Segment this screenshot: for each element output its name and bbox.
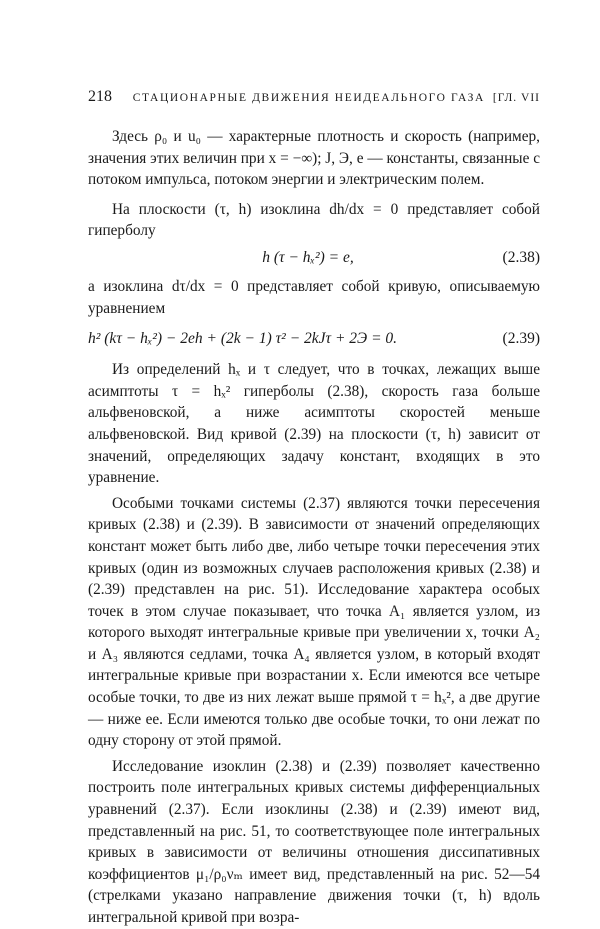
running-title: СТАЦИОНАРНЫЕ ДВИЖЕНИЯ НЕИДЕАЛЬНОГО ГАЗА <box>132 92 485 104</box>
paragraph-5: Особыми точками системы (2.37) являются точки пересечения кривых (2.38) и (2.39). В зависимости от значений определяющих констант может быть либо две, либо четыре точки пересечения этих кривых (один из возможных случаев расположения кривых (2.38) и (2.39) представлен на рис. 51). Исследование характера особых точек в этом случае показывает, что точка A₁ является узлом, из которого выходят интегральные кривые при увеличении x, точки A₂ и A₃ являются седлами, точка A₄ является узлом, в который входят интегральные кривые при возрастании x. Если имеются все четыре особые точки, то две из них лежат выше прямой τ = hₓ², а две другие — ниже ее. Если имеются только две особые точки, то они лежат по одну сторону от этой прямой. <box>88 494 540 750</box>
chapter-label: [ГЛ. VII <box>492 92 540 104</box>
equation-2-39 <box>88 327 540 351</box>
paragraph-1: Здесь ρ₀ и u₀ — характерные плотность и скорость (например, значения этих величин при x = −∞); J, Э, e — константы, связанные с потоком импульса, потоком энергии и электрическим полем. <box>88 128 540 189</box>
page <box>88 88 540 929</box>
page-header <box>88 88 540 112</box>
paragraph-6: Исследование изоклин (2.38) и (2.39) позволяет качественно построить поле интегральных кривых системы дифференциальных уравнений (2.37). Если изоклины (2.38) и (2.39) имеют вид, представленный на рис. 51, то соответствующее поле интегральных кривых в зависимости от величины отношения диссипативных коэффициентов μ₁/ρ₀νₘ имеет вид, представленный на рис. 52—54 (стрелками указано направление движения точки (τ, h) вдоль интегральной кривой при возра- <box>88 757 540 926</box>
equation-2-38 <box>88 246 540 270</box>
equation-2-39-expr: h² (kτ − hₓ²) − 2eh + (2k − 1) τ² − 2kJτ + 2Э = 0. <box>88 330 398 348</box>
equation-2-38-number: (2.38) <box>502 248 540 266</box>
paragraph-3: а изоклина dτ/dx = 0 представляет собой кривую, описываемую уравнением <box>88 277 540 317</box>
page-number: 218 <box>88 88 112 105</box>
paragraph-2: На плоскости (τ, h) изоклина dh/dx = 0 представляет собой гиперболу <box>88 200 540 240</box>
equation-2-38-expr: h (τ − hₓ²) = e, <box>262 248 354 266</box>
equation-2-39-number: (2.39) <box>502 330 540 348</box>
paragraph-4: Из определений hₓ и τ следует, что в точках, лежащих выше асимптоты τ = hₓ² гиперболы (2.38), скорость газа больше альфвеновской, а ниже асимптоты скоростей меньше альфвеновской. Вид кривой (2.39) на плоскости (τ, h) зависит от значений, определяющих задачу констант, входящих в это уравнение. <box>88 361 540 487</box>
